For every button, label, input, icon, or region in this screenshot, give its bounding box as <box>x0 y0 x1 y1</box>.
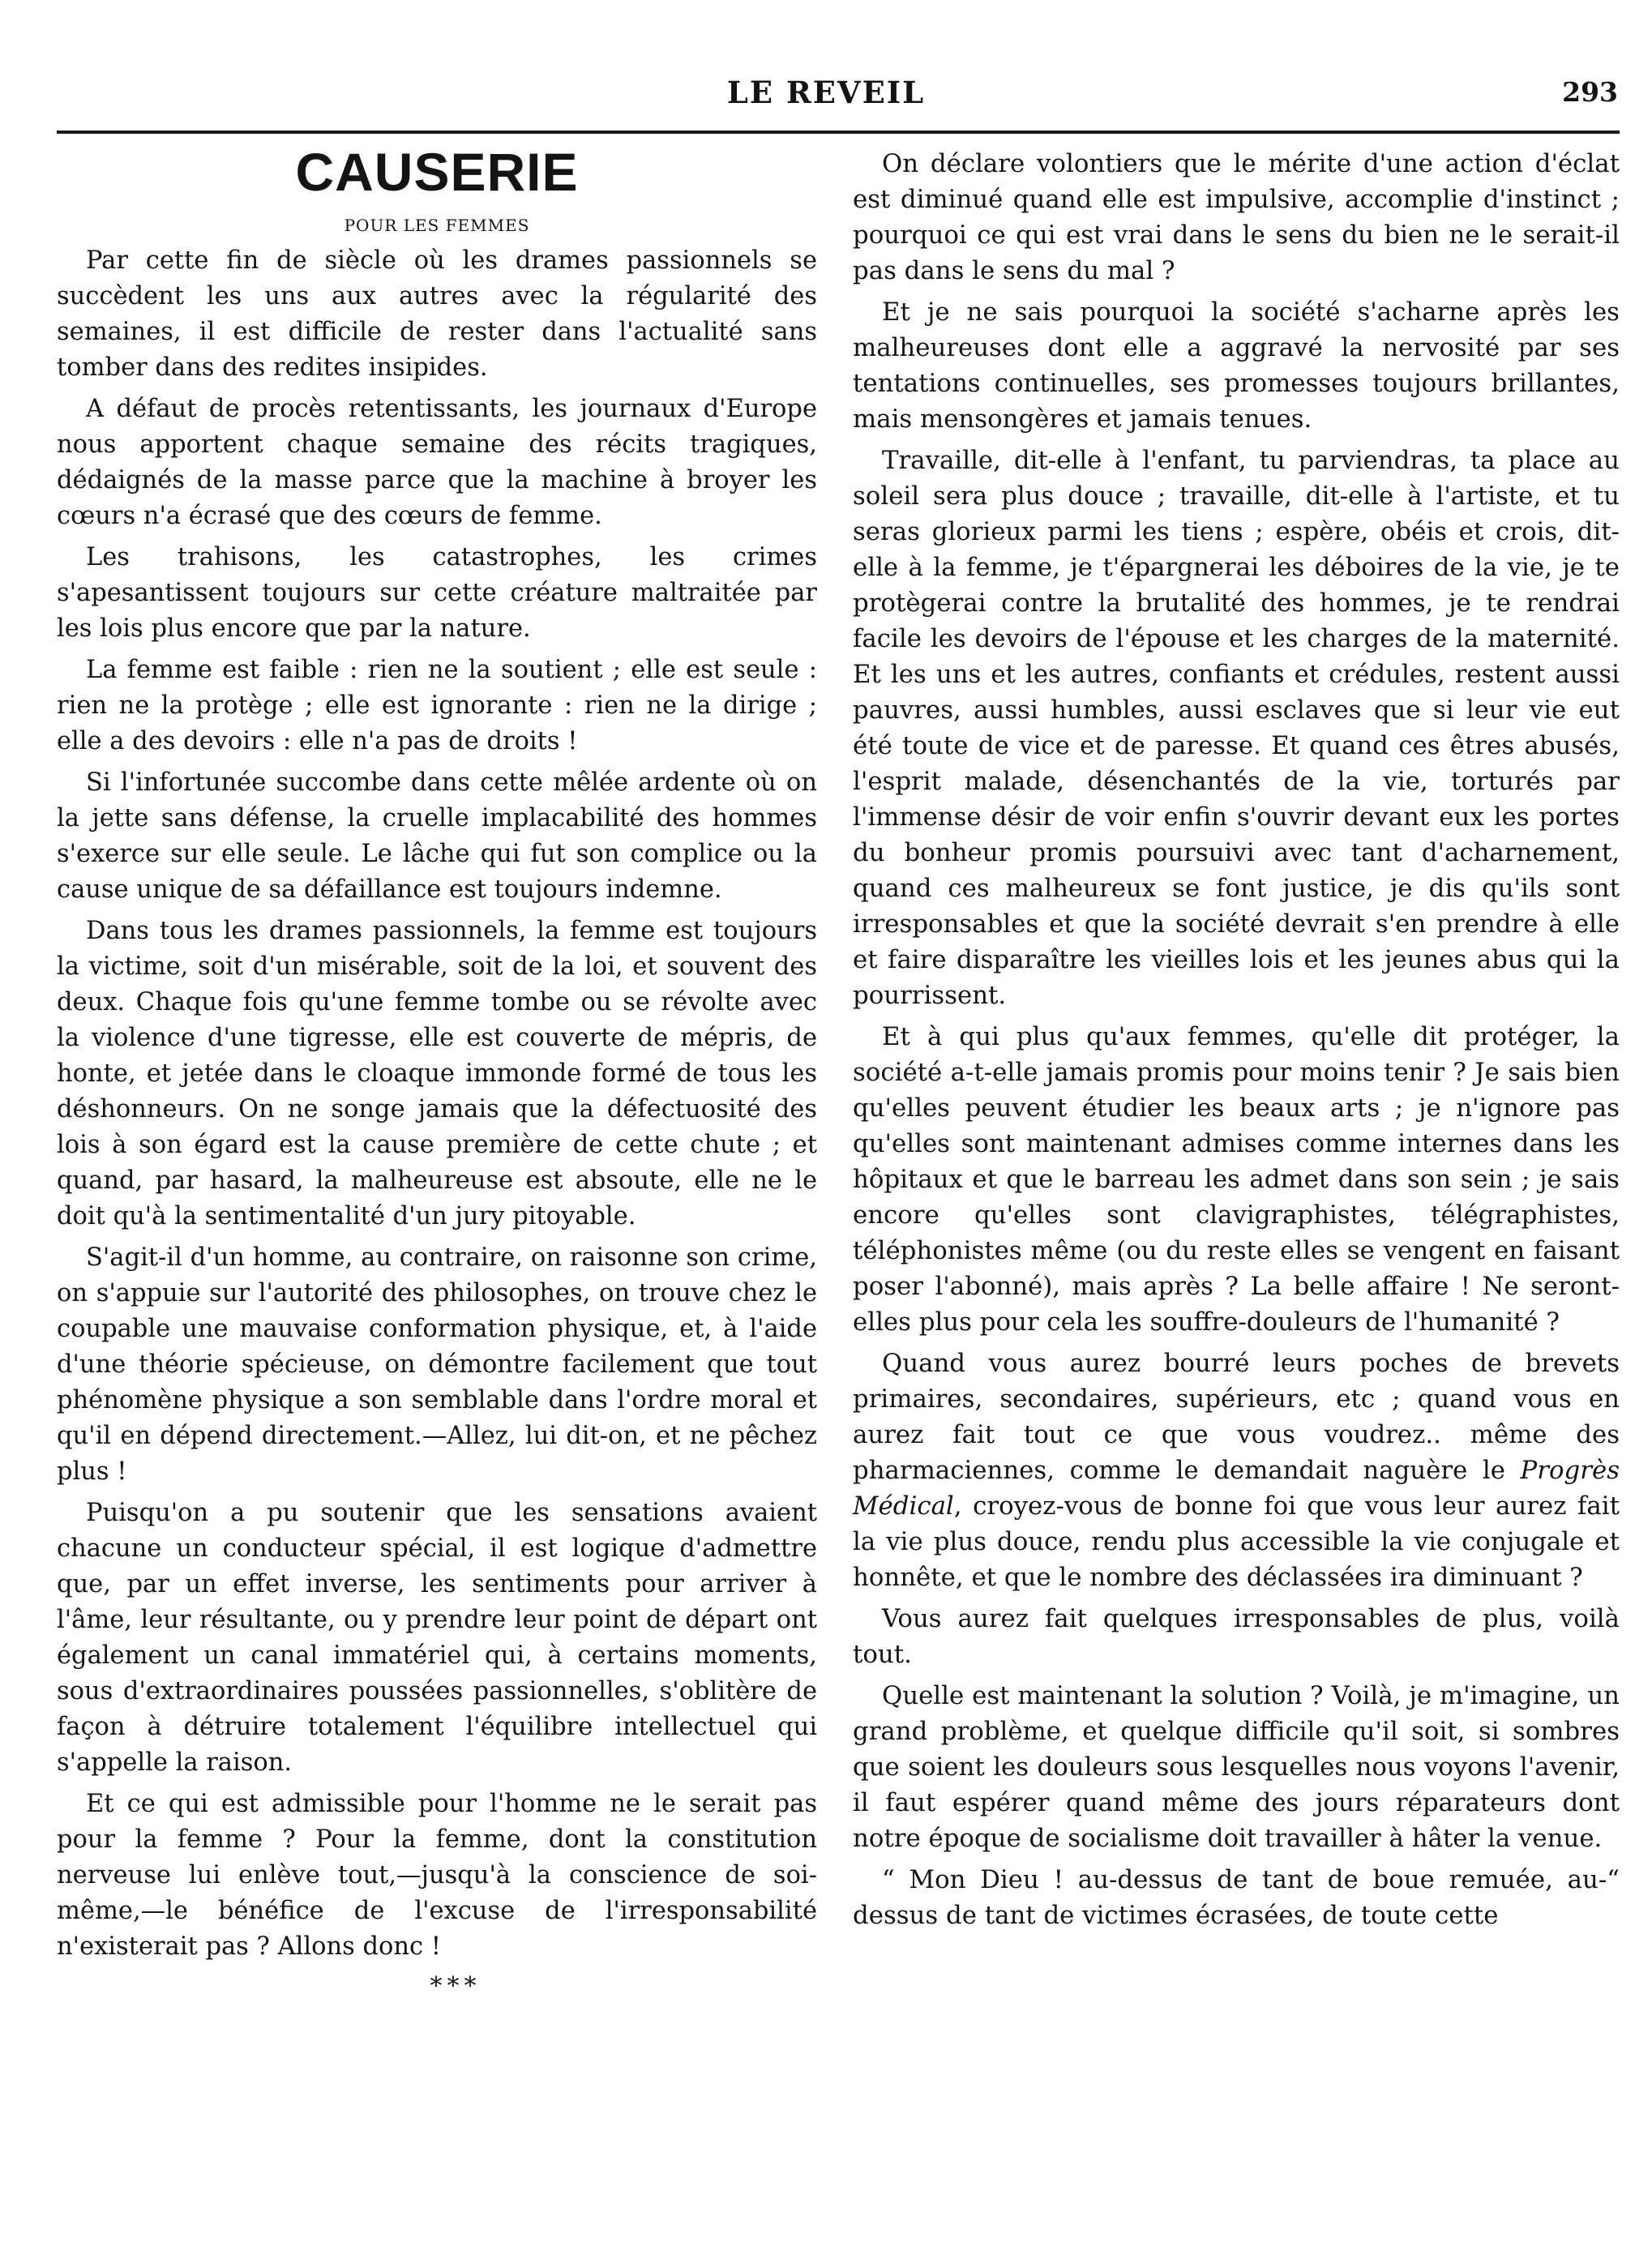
paragraph: A défaut de procès retentissants, les journaux d'Europe nous apportent chaque semaine des récits tragiques, dédaignés de la masse parce que la machine à broyer les cœurs n'a écrasé que des cœurs de femme. <box>57 395 817 530</box>
paragraph: Par cette fin de siècle où les drames passionnels se succèdent les uns aux autres avec la régularité des semaines, il est difficile de rester dans l'actualité sans tomber dans des redites insipides. <box>57 246 817 382</box>
paragraph: Les trahisons, les catastrophes, les crimes s'apesantissent toujours sur cette créature maltraitée par les lois plus encore que par la nature. <box>57 543 817 643</box>
paragraph: Si l'infortunée succombe dans cette mêlée ardente où on la jette sans défense, la cruelle implacabilité des hommes s'exerce sur elle seule. Le lâche qui fut son complice ou la cause unique de sa défaillance est toujours indemne. <box>57 768 817 904</box>
running-head <box>0 68 1652 117</box>
paragraph <box>853 1346 1620 1595</box>
paragraph: Quelle est maintenant la solution ? Voilà, je m'imagine, un grand problème, et quelque difficile qu'il soit, si sombres que soient les douleurs sous lesquelles nous voyons l'avenir, il faut espérer quand même des jours réparateurs dont notre époque de socialisme doit travailler à hâter la venue. <box>853 1681 1620 1853</box>
paragraph: On déclare volontiers que le mérite d'une action d'éclat est diminué quand elle est impulsive, accomplie d'instinct ; pourquoi ce qui est vrai dans le sens du bien ne le serait-il pas dans le sens du mal ? <box>853 149 1620 285</box>
paragraph: Dans tous les drames passionnels, la femme est toujours la victime, soit d'un misérable, soit de la loi, et souvent des deux. Chaque fois qu'une femme tombe ou se révolte avec la violence d'une tigresse, elle est couverte de mépris, de honte, et jetée dans le cloaque immonde formé de tous les déshonneurs. On ne songe jamais que la défectuosité des lois à son égard est la cause première de cette chute ; et quand, par hasard, la malheureuse est absoute, elle ne le doit qu'à la sentimentalité d'un jury pitoyable. <box>57 917 817 1230</box>
paragraph: La femme est faible : rien ne la soutient ; elle est seule : rien ne la protège ; elle est ignorante : rien ne la dirige ; elle a des devoirs : elle n'a pas de droits ! <box>57 656 817 755</box>
right-column <box>853 146 1620 1939</box>
paragraph: Vous aurez fait quelques irresponsables de plus, voilà tout. <box>853 1604 1620 1669</box>
paragraph: “ Mon Dieu ! au-dessus de tant de boue remuée, au-“ dessus de tant de victimes écrasées, de toute cette <box>853 1865 1620 1930</box>
paragraph: Et à qui plus qu'aux femmes, qu'elle dit protéger, la société a-t-elle jamais promis pour moins tenir ? Je sais bien qu'elles peuvent étudier les beaux arts ; je n'ignore pas qu'elles sont maintenant admises comme internes dans les hôpitaux et que le barreau les admet dans son sein ; je sais encore qu'elles sont clavigraphistes, télégraphistes, téléphonistes même (ou du reste elles se vengent en faisant poser l'abonné), mais après ? La belle affaire ! Ne seront-elles plus pour cela les souffre-douleurs de l'humanité ? <box>853 1022 1620 1337</box>
paragraph: Et je ne sais pourquoi la société s'acharne après les malheureuses dont elle a aggravé la nervosité par ses tentations continuelles, ses promesses toujours brillantes, mais mensongères et jamais tenues. <box>853 297 1620 434</box>
paragraph: Et ce qui est admissible pour l'homme ne le serait pas pour la femme ? Pour la femme, dont la constitution nerveuse lui enlève tout,—jusqu'à la conscience de soi-même,—le bénéfice de l'excuse de l'irresponsabilité n'existerait pas ? Allons donc ! <box>57 1790 817 1961</box>
paragraph-text: , croyez-vous de bonne foi que vous leur aurez fait la vie plus douce, rendu plus accessible la vie conjugale et honnête, et que le nombre des déclassées ira diminuant ? <box>853 1491 1620 1592</box>
article-title: CAUSERIE <box>295 142 579 202</box>
paragraph: Puisqu'on a pu soutenir que les sensations avaient chacune un conducteur spécial, il est logique d'admettre que, par un effet inverse, les sentiments pour arriver à l'âme, leur résultante, ou y prendre leur point de départ ont également un canal immatériel qui, à certains moments, sous d'extraordinaires poussées passionnelles, s'oblitère de façon à détruire totalement l'équilibre intellectuel qui s'appelle la raison. <box>57 1499 817 1777</box>
paragraph-text: Quand vous aurez bourré leurs poches de brevets primaires, secondaires, supérieurs, etc ; quand vous en aurez fait tout ce que vous voudrez.. même des pharmaciennes, comme le demandait naguère le <box>853 1349 1620 1485</box>
journal-title: LE REVEIL <box>726 75 926 110</box>
section-separator: * * * <box>430 1972 477 2001</box>
paragraph: S'agit-il d'un homme, au contraire, on raisonne son crime, on s'appuie sur l'autorité des philosophes, on trouve chez le coupable une mauvaise conformation physique, et, à l'aide d'une théorie spécieuse, on démontre facilement que tout phénomène physique a son semblable dans l'ordre moral et qu'il en dépend directement.—Allez, lui dit-on, et ne pêchez plus ! <box>57 1243 817 1486</box>
header-rule <box>57 131 1620 134</box>
left-column <box>57 139 817 2003</box>
page-number: 293 <box>1562 76 1618 108</box>
paragraph: Travaille, dit-elle à l'enfant, tu parviendras, ta place au soleil sera plus douce ; travaille, dit-elle à l'artiste, et tu seras glorieux parmi les tiens ; espère, obéis et crois, dit-elle à la femme, je t'épargnerai les déboires de la vie, je te protègerai contre la brutalité des hommes, je te rendrai facile les devoirs de l'épouse et les charges de la maternité. Et les uns et les autres, confiants et crédules, restent aussi pauvres, aussi humbles, aussi esclaves que si leur vie eut été toute de vice et de paresse. Et quand ces êtres abusés, l'esprit malade, désenchantés de la vie, torturés par l'immense désir de voir enfin s'ouvrir devant eux les portes du bonheur promis poursuivi avec tant d'acharnement, quand ces malheureux se font justice, je dis qu'ils sont irresponsables et que la société devrait s'en prendre à elle et faire disparaître les vieilles lois et les jeunes abus qui la pourrissent. <box>853 446 1620 1010</box>
article-subtitle: POUR LES FEMMES <box>344 216 530 235</box>
journal-citation: Progrès Médical <box>853 1456 1620 1521</box>
